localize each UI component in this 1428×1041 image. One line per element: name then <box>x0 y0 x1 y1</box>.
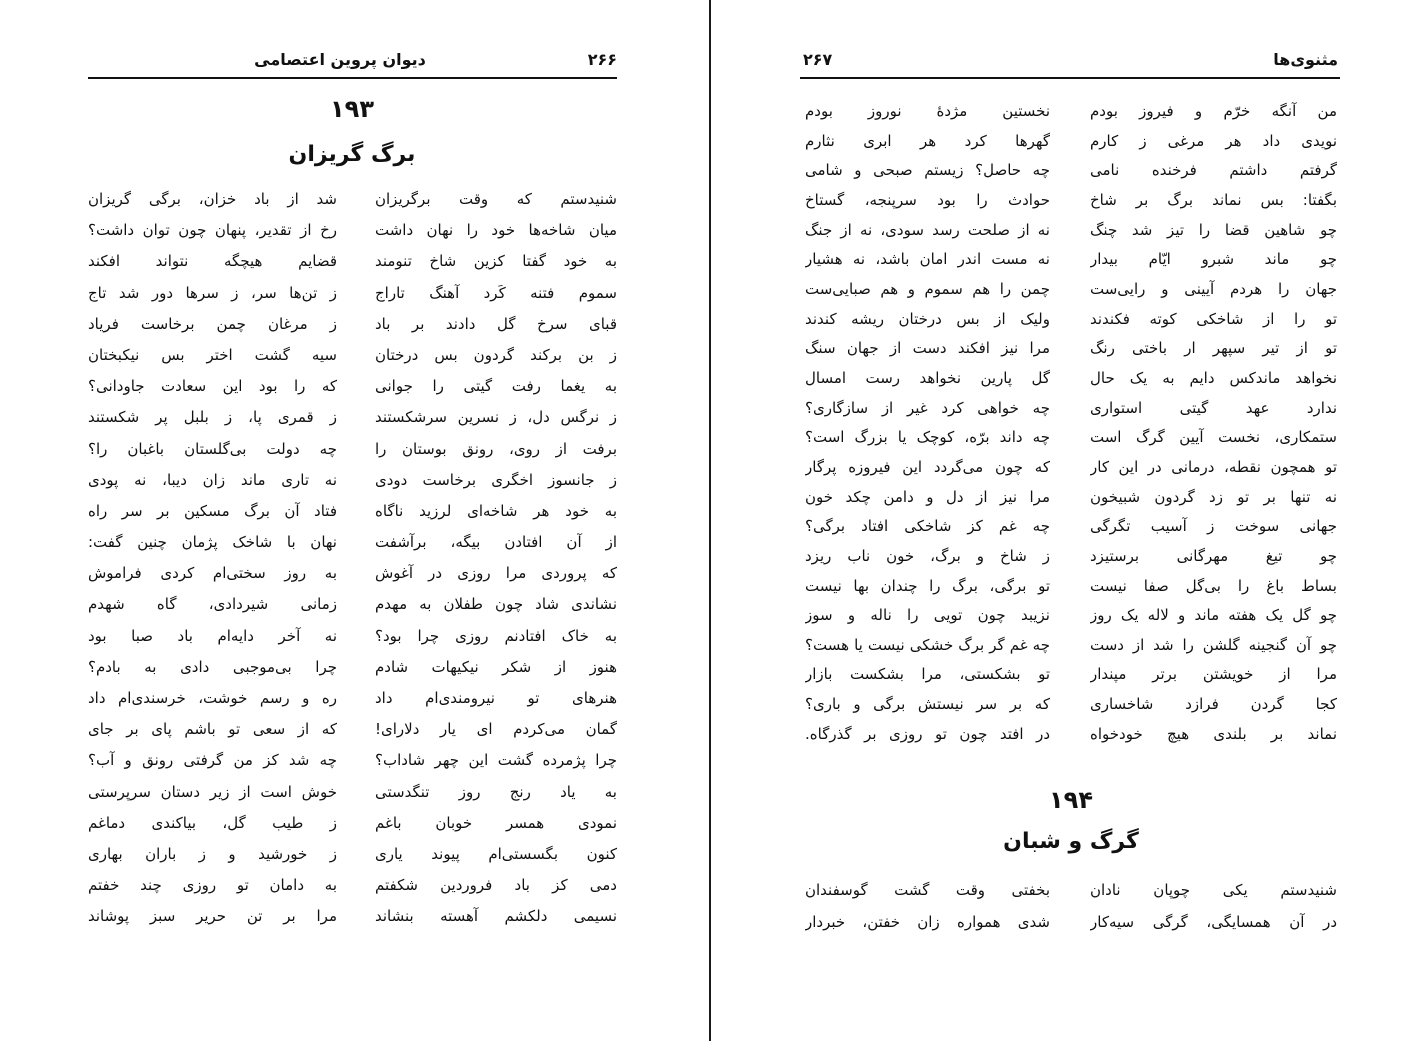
second-hemistich: چه غم کز شاخکی افتاد برگی؟ <box>805 517 1050 536</box>
couplet <box>805 631 1337 661</box>
header-rule <box>88 77 617 79</box>
first-hemistich: برفت از روی، رونق بوستان را <box>375 439 617 458</box>
couplet <box>805 245 1337 275</box>
second-hemistich: مرا بر تن حریر سبز پوشاند <box>88 907 337 926</box>
first-hemistich: من آنگه خرّم و فیروز بودم <box>1090 102 1337 120</box>
couplet <box>88 215 617 246</box>
poem-body <box>805 874 1337 938</box>
second-hemistich: ز شاخ و برگ، خون ناب ریزد <box>805 546 1050 565</box>
couplet <box>805 216 1337 246</box>
couplet <box>805 874 1337 906</box>
poem-title: گرگ و شبان <box>1003 829 1139 854</box>
first-hemistich: تو را از شاخکی کوته فکندند <box>1090 309 1337 328</box>
first-hemistich: سموم فتنه کَرد آهنگ تاراج <box>375 283 617 302</box>
page-number: ۲۶۶ <box>587 50 617 69</box>
first-hemistich: ستمکاری، نخست آیین گرگ است <box>1090 428 1337 447</box>
first-hemistich: که پروردی مرا روزی در آغوش <box>375 564 617 583</box>
couplet <box>88 434 617 465</box>
second-hemistich: شدی همواره زان خفتن، خبردار <box>805 913 1050 931</box>
poem-number: ۱۹۳ <box>330 95 374 123</box>
couplet <box>805 305 1337 335</box>
first-hemistich: در آن همسایگی، گرگی سیه‌کار <box>1090 913 1337 931</box>
couplet <box>88 808 617 839</box>
left-page <box>0 0 710 1041</box>
first-hemistich: بگفتا: بس نماند برگ بر شاخ <box>1090 190 1337 209</box>
couplet <box>805 906 1337 938</box>
second-hemistich: زمانی شیردادی، گاه شهدم <box>88 595 337 614</box>
second-hemistich: تو بشکستی، مرا بشکست بازار <box>805 665 1050 684</box>
poem-number: ۱۹۴ <box>1049 786 1093 814</box>
second-hemistich: چه حاصل؟ زیستم صبحی و شامی <box>805 161 1050 180</box>
poem-body <box>88 184 617 933</box>
first-hemistich: جهانی سوخت ز آسیب تگرگی <box>1090 517 1337 536</box>
first-hemistich: به خود هر شاخه‌ای لرزید ناگاه <box>375 501 617 520</box>
couplet <box>88 870 617 901</box>
second-hemistich: گهرها کرد هر ابری نثارم <box>805 131 1050 150</box>
second-hemistich: گل پارین نخواهد رست امسال <box>805 368 1050 387</box>
couplet <box>805 127 1337 157</box>
second-hemistich: حوادث را بود سرپنجه، گستاخ <box>805 190 1050 209</box>
running-head: دیوان پروین اعتصامی <box>254 50 426 69</box>
second-hemistich: نهان با شاخک پژمان چنین گفت: <box>88 533 337 552</box>
second-hemistich: چه غم گر برگ خشکی نیست یا هست؟ <box>805 635 1050 654</box>
first-hemistich: چو گل یک هفته ماند و لاله یک روز <box>1090 606 1337 625</box>
couplet <box>805 660 1337 690</box>
first-hemistich: به یاد رنج روز تنگدستی <box>375 782 617 801</box>
couplet <box>88 340 617 371</box>
second-hemistich: نخستین مژدهٔ نوروز بودم <box>805 102 1050 120</box>
second-hemistich: ز خورشید و ز باران بهاری <box>88 844 337 863</box>
second-hemistich: به روز سختی‌ام کردی فراموش <box>88 564 337 583</box>
second-hemistich: شد از باد خزان، برگی گریزان <box>88 190 337 208</box>
couplet <box>805 186 1337 216</box>
first-hemistich: شنیدستم یکی چوپان نادان <box>1090 881 1337 899</box>
second-hemistich: نه آخر دایه‌ام باد صبا بود <box>88 626 337 645</box>
second-hemistich: که بر سر نیستش برگی و باری؟ <box>805 695 1050 714</box>
second-hemistich: تو برگی، برگ را چندان بها نیست <box>805 576 1050 595</box>
couplet <box>88 527 617 558</box>
first-hemistich: ز جانسوز اخگری برخاست دودی <box>375 470 617 489</box>
second-hemistich: بخفتی وقت گشت گوسفندان <box>805 881 1050 899</box>
first-hemistich: کجا گردن فرازد شاخساری <box>1090 695 1337 714</box>
couplet <box>88 558 617 589</box>
couplet <box>88 621 617 652</box>
second-hemistich: فتاد آن برگ مسکین بر سر راه <box>88 501 337 520</box>
second-hemistich: چمن را هم سموم و هم صبایی‌ست <box>805 279 1050 298</box>
couplet <box>805 364 1337 394</box>
couplet <box>88 371 617 402</box>
couplet <box>805 453 1337 483</box>
first-hemistich: نماند بر بلندی هیچ خودخواه <box>1090 724 1337 743</box>
first-hemistich: گرفتم داشتم فرخنده نامی <box>1090 161 1337 180</box>
first-hemistich: نه تنها بر تو زد گردون شبیخون <box>1090 487 1337 506</box>
first-hemistich: جهان را هردم آیینی و رایی‌ست <box>1090 279 1337 298</box>
couplet <box>88 777 617 808</box>
couplet <box>805 572 1337 602</box>
book-spine <box>709 0 711 1041</box>
couplet <box>88 465 617 496</box>
second-hemistich: نه تاری ماند زان دیبا، نه پودی <box>88 470 337 489</box>
couplet <box>88 652 617 683</box>
running-head: مثنوی‌ها <box>1273 50 1338 69</box>
first-hemistich: هنرهای تو نیرومندی‌ام داد <box>375 689 617 707</box>
first-hemistich: به خاک افتادنم روزی چرا بود؟ <box>375 626 617 645</box>
first-hemistich: بساط باغ را بی‌گل صفا نیست <box>1090 576 1337 595</box>
couplet <box>88 278 617 309</box>
first-hemistich: به یغما رفت گیتی را جوانی <box>375 377 617 396</box>
first-hemistich: دمی کز باد فروردین شکفتم <box>375 876 617 895</box>
second-hemistich: ز طیب گل، بیاکندی دماغم <box>88 813 337 832</box>
couplet <box>805 690 1337 720</box>
second-hemistich: ز تن‌ها سر، ز سرها دور شد تاج <box>88 283 337 302</box>
couplet <box>805 97 1337 127</box>
second-hemistich: خوش است از زیر دستان سرپرستی <box>88 782 337 801</box>
couplet <box>88 309 617 340</box>
first-hemistich: تو از تیر سپهر ار باختی رنگ <box>1090 339 1337 358</box>
second-hemistich: مرا نیز از دل و دامن چکد خون <box>805 487 1050 506</box>
first-hemistich: چو ماند شبرو ایّام بیدار <box>1090 250 1337 269</box>
couplet <box>88 683 617 714</box>
couplet <box>805 275 1337 305</box>
first-hemistich: گمان می‌کردم ای یار دلارای! <box>375 720 617 739</box>
second-hemistich: ولیک از بس درختان ریشه کندند <box>805 309 1050 328</box>
first-hemistich: مرا از خویشتن برتر مپندار <box>1090 665 1337 684</box>
second-hemistich: ز مرغان چمن برخاست فریاد <box>88 314 337 333</box>
first-hemistich: ندارد عهد گیتی استواری <box>1090 398 1337 417</box>
first-hemistich: تو همچون نقطه، درمانی در این کار <box>1090 457 1337 476</box>
second-hemistich: مرا نیز افکند دست از جهان سنگ <box>805 339 1050 358</box>
couplet <box>805 542 1337 572</box>
first-hemistich: نشاندی شاد چون طفلان به مهدم <box>375 595 617 614</box>
second-hemistich: نه مست اندر امان باشد، نه هشیار <box>805 250 1050 269</box>
second-hemistich: در افتد چون تو روزی بر گذرگاه. <box>805 724 1050 743</box>
first-hemistich: نسیمی دلکشم آهسته بنشاند <box>375 907 617 926</box>
couplet <box>88 745 617 776</box>
first-hemistich: چو آن گنجینه گلشن را شد از دست <box>1090 635 1337 654</box>
first-hemistich: هنوز از شکر نیکیهات شادم <box>375 657 617 676</box>
couplet <box>805 156 1337 186</box>
couplet <box>805 512 1337 542</box>
second-hemistich: نزیبد چون تویی را ناله و سوز <box>805 606 1050 625</box>
second-hemistich: چه شد کز من گرفتی رونق و آب؟ <box>88 751 337 770</box>
first-hemistich: نمودی همسر خوبان باغم <box>375 813 617 832</box>
second-hemistich: ز قمری پا، ز بلبل پر شکستند <box>88 408 337 427</box>
page-number: ۲۶۷ <box>803 50 833 69</box>
couplet <box>88 589 617 620</box>
second-hemistich: به دامان تو روزی چند خفتم <box>88 876 337 895</box>
first-hemistich: قبای سرخ گل دادند بر باد <box>375 314 617 333</box>
second-hemistich: ره و رسم خوشت، خرسندی‌ام داد <box>88 689 337 707</box>
couplet <box>805 483 1337 513</box>
couplet <box>88 402 617 433</box>
first-hemistich: از آن افتادن بیگه، برآشفت <box>375 533 617 552</box>
second-hemistich: رخ از تقدیر، پنهان چون توان داشت؟ <box>88 221 337 240</box>
first-hemistich: میان شاخه‌ها خود را نهان داشت <box>375 221 617 240</box>
couplet <box>88 901 617 932</box>
second-hemistich: که از سعی تو باشم پای بر جای <box>88 720 337 739</box>
first-hemistich: کنون بگسستی‌ام پیوند یاری <box>375 844 617 863</box>
first-hemistich: ز نرگس دل، ز نسرین سرشکستند <box>375 408 617 427</box>
couplet <box>88 184 617 215</box>
second-hemistich: قضایم هیچگه نتواند افکند <box>88 252 337 271</box>
couplet <box>805 601 1337 631</box>
first-hemistich: نخواهد ماندکس دایم به یک حال <box>1090 368 1337 387</box>
couplet <box>88 496 617 527</box>
first-hemistich: چو تیغ مهرگانی برستیزد <box>1090 546 1337 565</box>
second-hemistich: که چون می‌گردد این فیروزه پرگار <box>805 457 1050 476</box>
second-hemistich: چرا بی‌موجبی دادی به بادم؟ <box>88 657 337 676</box>
couplet <box>88 714 617 745</box>
first-hemistich: ز بن برکند گردون بس درختان <box>375 345 617 364</box>
second-hemistich: سیه گشت اختر بس نیکبختان <box>88 345 337 364</box>
poem-body-continued <box>805 97 1337 749</box>
header-rule <box>800 77 1340 79</box>
right-page <box>712 0 1428 1041</box>
first-hemistich: نویدی داد هر مرغی ز کارم <box>1090 131 1337 150</box>
second-hemistich: چه داند برّه، کوچک یا بزرگ است؟ <box>805 428 1050 447</box>
second-hemistich: نه از صلحت رسد سودی، نه از جنگ <box>805 220 1050 239</box>
first-hemistich: شنیدستم که وقت برگریزان <box>375 190 617 208</box>
first-hemistich: به خود گفتا کزین شاخ تنومند <box>375 252 617 271</box>
couplet <box>805 394 1337 424</box>
couplet <box>88 246 617 277</box>
first-hemistich: چو شاهین قضا را تیز شد چنگ <box>1090 220 1337 239</box>
second-hemistich: که را بود این سعادت جاودانی؟ <box>88 377 337 396</box>
couplet <box>88 839 617 870</box>
couplet <box>805 423 1337 453</box>
first-hemistich: چرا پژمرده گشت این چهر شاداب؟ <box>375 751 617 770</box>
second-hemistich: چه دولت بی‌گلستان باغبان را؟ <box>88 439 337 458</box>
poem-title: برگ گریزان <box>288 142 416 167</box>
couplet <box>805 334 1337 364</box>
second-hemistich: چه خواهی کرد غیر از سازگاری؟ <box>805 398 1050 417</box>
couplet <box>805 720 1337 750</box>
